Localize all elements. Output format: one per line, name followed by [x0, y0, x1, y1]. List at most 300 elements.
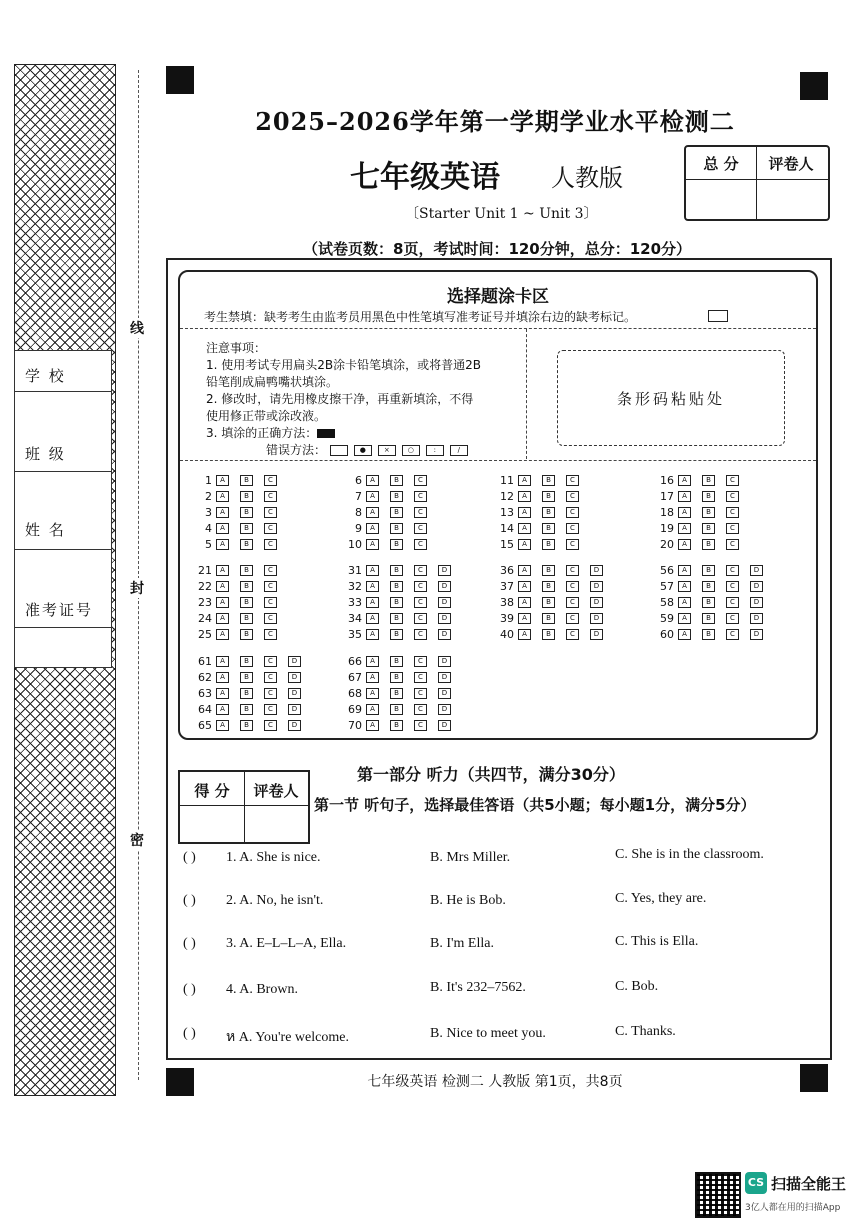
- question-row-12: [492, 490, 590, 503]
- question-number: 17: [660, 490, 674, 503]
- question-row-24: [190, 612, 288, 625]
- question-number: 13: [500, 506, 514, 519]
- bubble-1-c[interactable]: C: [264, 475, 277, 486]
- bubble-33-a[interactable]: A: [366, 597, 379, 608]
- bubble-59-d[interactable]: D: [750, 613, 763, 624]
- question-number: 24: [198, 612, 212, 625]
- bubble-38-c[interactable]: C: [566, 597, 579, 608]
- bubble-7-a[interactable]: A: [366, 491, 379, 502]
- question-row-14: [492, 522, 590, 535]
- question-row-57: [652, 580, 774, 593]
- bubble-3-c[interactable]: C: [264, 507, 277, 518]
- bubble-56-a[interactable]: A: [678, 565, 691, 576]
- bubble-59-b[interactable]: B: [702, 613, 715, 624]
- bubble-12-c[interactable]: C: [566, 491, 579, 502]
- question-row-13: [492, 506, 590, 519]
- bubble-62-d[interactable]: D: [288, 672, 301, 683]
- bubble-23-b[interactable]: B: [240, 597, 253, 608]
- question-number: 25: [198, 628, 212, 641]
- bubble-23-c[interactable]: C: [264, 597, 277, 608]
- bubble-58-b[interactable]: B: [702, 597, 715, 608]
- bubble-20-a[interactable]: A: [678, 539, 691, 550]
- bubble-17-c[interactable]: C: [726, 491, 739, 502]
- bubble-57-c[interactable]: C: [726, 581, 739, 592]
- question-number: 35: [348, 628, 362, 641]
- question-4-option-b: B. It's 232–7562.: [430, 980, 526, 995]
- bubble-37-c[interactable]: C: [566, 581, 579, 592]
- bubble-2-c[interactable]: C: [264, 491, 277, 502]
- question-row-34: [340, 612, 462, 625]
- question-row-56: [652, 564, 774, 577]
- bubble-5-b[interactable]: B: [240, 539, 253, 550]
- question-row-35: [340, 628, 462, 641]
- bubble-21-b[interactable]: B: [240, 565, 253, 576]
- question-row-9: [340, 522, 438, 535]
- bubble-40-a[interactable]: A: [518, 629, 531, 640]
- bubble-32-b[interactable]: B: [390, 581, 403, 592]
- bubble-67-a[interactable]: A: [366, 672, 379, 683]
- bubble-68-a[interactable]: A: [366, 688, 379, 699]
- bubble-70-b[interactable]: B: [390, 720, 403, 731]
- bubble-13-c[interactable]: C: [566, 507, 579, 518]
- answer-blank[interactable]: ( ): [183, 936, 196, 951]
- question-number: 18: [660, 506, 674, 519]
- question-number: 19: [660, 522, 674, 535]
- bubble-57-a[interactable]: A: [678, 581, 691, 592]
- school-label: 学 校: [25, 367, 66, 385]
- bubble-19-c[interactable]: C: [726, 523, 739, 534]
- name-label: 姓 名: [25, 521, 66, 539]
- question-number: 21: [198, 564, 212, 577]
- bubble-8-c[interactable]: C: [414, 507, 427, 518]
- question-number: 5: [205, 538, 212, 551]
- bubble-65-b[interactable]: B: [240, 720, 253, 731]
- qr-code-icon: [695, 1172, 741, 1218]
- note-line: 2. 修改时，请先用橡皮擦干净，再重新填涂，不得: [206, 392, 474, 406]
- wrong-fill-dot: ●: [354, 445, 372, 456]
- bubble-64-a[interactable]: A: [216, 704, 229, 715]
- question-row-19: [652, 522, 750, 535]
- bubble-68-d[interactable]: D: [438, 688, 451, 699]
- bubble-14-b[interactable]: B: [542, 523, 555, 534]
- bubble-59-c[interactable]: C: [726, 613, 739, 624]
- bubble-1-a[interactable]: A: [216, 475, 229, 486]
- bubble-39-d[interactable]: D: [590, 613, 603, 624]
- question-number: 1: [205, 474, 212, 487]
- bubble-40-d[interactable]: D: [590, 629, 603, 640]
- bubble-18-a[interactable]: A: [678, 507, 691, 518]
- bubble-24-c[interactable]: C: [264, 613, 277, 624]
- bubble-39-c[interactable]: C: [566, 613, 579, 624]
- question-row-32: [340, 580, 462, 593]
- bubble-14-a[interactable]: A: [518, 523, 531, 534]
- bubble-6-b[interactable]: B: [390, 475, 403, 486]
- bubble-11-c[interactable]: C: [566, 475, 579, 486]
- bubble-19-b[interactable]: B: [702, 523, 715, 534]
- exam-id-label: 准考证号: [25, 601, 94, 619]
- bubble-12-a[interactable]: A: [518, 491, 531, 502]
- bubble-36-d[interactable]: D: [590, 565, 603, 576]
- bubble-66-c[interactable]: C: [414, 656, 427, 667]
- camscanner-logo: CS: [745, 1172, 767, 1194]
- section1-title: 第一节 听句子，选择最佳答语（共5小题；每小题1分，满分5分）: [314, 796, 756, 814]
- question-row-11: [492, 474, 590, 487]
- bubble-37-d[interactable]: D: [590, 581, 603, 592]
- bubble-68-b[interactable]: B: [390, 688, 403, 699]
- exam-info: （试卷页数：8页，考试时间：120分钟，总分：120分）: [303, 240, 692, 258]
- camscanner-name: 扫描全能王: [771, 1175, 847, 1193]
- bubble-31-d[interactable]: D: [438, 565, 451, 576]
- question-row-6: [340, 474, 438, 487]
- bubble-8-a[interactable]: A: [366, 507, 379, 518]
- correct-fill-example: [317, 429, 335, 438]
- bubble-4-c[interactable]: C: [264, 523, 277, 534]
- question-row-16: [652, 474, 750, 487]
- question-row-67: [340, 671, 462, 684]
- bubble-16-a[interactable]: A: [678, 475, 691, 486]
- bubble-35-a[interactable]: A: [366, 629, 379, 640]
- question-1-option-c: C. She is in the classroom.: [615, 847, 764, 862]
- bubble-69-c[interactable]: C: [414, 704, 427, 715]
- bubble-66-a[interactable]: A: [366, 656, 379, 667]
- question-row-21: [190, 564, 288, 577]
- binding-cut-line: [138, 70, 139, 1080]
- question-number: 69: [348, 703, 362, 716]
- bubble-64-d[interactable]: D: [288, 704, 301, 715]
- bubble-65-c[interactable]: C: [264, 720, 277, 731]
- bubble-61-d[interactable]: D: [288, 656, 301, 667]
- question-row-37: [492, 580, 614, 593]
- bubble-15-a[interactable]: A: [518, 539, 531, 550]
- bubble-12-b[interactable]: B: [542, 491, 555, 502]
- question-4-option-c: C. Bob.: [615, 979, 659, 994]
- bubble-7-b[interactable]: B: [390, 491, 403, 502]
- bubble-25-b[interactable]: B: [240, 629, 253, 640]
- question-row-61: [190, 655, 312, 668]
- bubble-69-a[interactable]: A: [366, 704, 379, 715]
- question-number: 23: [198, 596, 212, 609]
- section-grade-box: [178, 770, 310, 844]
- bubble-35-c[interactable]: C: [414, 629, 427, 640]
- bubble-60-c[interactable]: C: [726, 629, 739, 640]
- bubble-6-a[interactable]: A: [366, 475, 379, 486]
- question-row-18: [652, 506, 750, 519]
- bubble-59-a[interactable]: A: [678, 613, 691, 624]
- wrong-fill-ellipse: ○: [402, 445, 420, 456]
- answer-blank[interactable]: ( ): [183, 1026, 196, 1041]
- bubble-70-d[interactable]: D: [438, 720, 451, 731]
- bubble-17-a[interactable]: A: [678, 491, 691, 502]
- question-number: 10: [348, 538, 362, 551]
- question-number: 33: [348, 596, 362, 609]
- answer-blank[interactable]: ( ): [183, 893, 196, 908]
- bubble-31-c[interactable]: C: [414, 565, 427, 576]
- bubble-3-a[interactable]: A: [216, 507, 229, 518]
- bubble-38-b[interactable]: B: [542, 597, 555, 608]
- bubble-63-c[interactable]: C: [264, 688, 277, 699]
- bubble-16-c[interactable]: C: [726, 475, 739, 486]
- bubble-69-d[interactable]: D: [438, 704, 451, 715]
- bubble-18-c[interactable]: C: [726, 507, 739, 518]
- question-row-63: [190, 687, 312, 700]
- bubble-11-a[interactable]: A: [518, 475, 531, 486]
- question-number: 68: [348, 687, 362, 700]
- question-number: 56: [660, 564, 674, 577]
- question-row-31: [340, 564, 462, 577]
- total-score-label: 总 分: [703, 155, 739, 173]
- bubble-4-a[interactable]: A: [216, 523, 229, 534]
- bubble-21-c[interactable]: C: [264, 565, 277, 576]
- bubble-34-c[interactable]: C: [414, 613, 427, 624]
- question-row-38: [492, 596, 614, 609]
- question-1-option-b: B. Mrs Miller.: [430, 850, 511, 865]
- bubble-15-c[interactable]: C: [566, 539, 579, 550]
- bubble-9-a[interactable]: A: [366, 523, 379, 534]
- question-number: 65: [198, 719, 212, 732]
- bubble-11-b[interactable]: B: [542, 475, 555, 486]
- bubble-60-a[interactable]: A: [678, 629, 691, 640]
- answer-card: [178, 270, 818, 740]
- question-number: 2: [205, 490, 212, 503]
- subject-title: 七年级英语: [350, 160, 500, 195]
- bubble-36-c[interactable]: C: [566, 565, 579, 576]
- bubble-17-b[interactable]: B: [702, 491, 715, 502]
- question-3-option-c: C. This is Ella.: [615, 934, 699, 949]
- bubble-13-a[interactable]: A: [518, 507, 531, 518]
- divider: [180, 460, 816, 461]
- bubble-13-b[interactable]: B: [542, 507, 555, 518]
- bubble-34-d[interactable]: D: [438, 613, 451, 624]
- question-number: 38: [500, 596, 514, 609]
- question-row-22: [190, 580, 288, 593]
- question-1-option-a: 1. A. She is nice.: [226, 850, 321, 865]
- bubble-61-a[interactable]: A: [216, 656, 229, 667]
- question-row-25: [190, 628, 288, 641]
- bubble-36-b[interactable]: B: [542, 565, 555, 576]
- bubble-25-c[interactable]: C: [264, 629, 277, 640]
- divider: [180, 328, 816, 329]
- bubble-62-a[interactable]: A: [216, 672, 229, 683]
- absent-mark-box[interactable]: [708, 310, 728, 322]
- question-number: 58: [660, 596, 674, 609]
- bubble-39-a[interactable]: A: [518, 613, 531, 624]
- bubble-34-b[interactable]: B: [390, 613, 403, 624]
- question-number: 31: [348, 564, 362, 577]
- question-3-option-a: 3. A. E–L–L–A, Ella.: [226, 936, 347, 951]
- bubble-25-a[interactable]: A: [216, 629, 229, 640]
- grader-label: 评卷人: [253, 782, 299, 800]
- question-number: 34: [348, 612, 362, 625]
- question-row-1: [190, 474, 288, 487]
- question-row-36: [492, 564, 614, 577]
- bubble-21-a[interactable]: A: [216, 565, 229, 576]
- bubble-18-b[interactable]: B: [702, 507, 715, 518]
- bubble-10-b[interactable]: B: [390, 539, 403, 550]
- student-info-box: [14, 350, 112, 668]
- bubble-3-b[interactable]: B: [240, 507, 253, 518]
- bubble-35-b[interactable]: B: [390, 629, 403, 640]
- question-row-62: [190, 671, 312, 684]
- absent-notice: 考生禁填：缺考考生由监考员用黑色中性笔填写准考证号并填涂右边的缺考标记。: [204, 310, 637, 324]
- question-row-64: [190, 703, 312, 716]
- bubble-70-c[interactable]: C: [414, 720, 427, 731]
- wrong-fill-slash: /: [450, 445, 468, 456]
- notes-block: [206, 340, 506, 459]
- bubble-67-d[interactable]: D: [438, 672, 451, 683]
- bubble-70-a[interactable]: A: [366, 720, 379, 731]
- wrong-method-line: 错误方法： ● × ○ : /: [206, 442, 506, 459]
- class-line: [15, 471, 111, 472]
- question-number: 66: [348, 655, 362, 668]
- question-row-4: [190, 522, 288, 535]
- wrong-fill-empty: [330, 445, 348, 456]
- question-row-15: [492, 538, 590, 551]
- bubble-32-d[interactable]: D: [438, 581, 451, 592]
- bubble-61-b[interactable]: B: [240, 656, 253, 667]
- name-line: [15, 549, 111, 550]
- bubble-2-a[interactable]: A: [216, 491, 229, 502]
- bubble-68-c[interactable]: C: [414, 688, 427, 699]
- bubble-1-b[interactable]: B: [240, 475, 253, 486]
- bubble-66-d[interactable]: D: [438, 656, 451, 667]
- part1-title: 第一部分 听力（共四节，满分30分）: [357, 765, 625, 784]
- bubble-38-a[interactable]: A: [518, 597, 531, 608]
- bubble-33-b[interactable]: B: [390, 597, 403, 608]
- bubble-35-d[interactable]: D: [438, 629, 451, 640]
- bubble-39-b[interactable]: B: [542, 613, 555, 624]
- bubble-57-d[interactable]: D: [750, 581, 763, 592]
- bubble-69-b[interactable]: B: [390, 704, 403, 715]
- bubble-63-b[interactable]: B: [240, 688, 253, 699]
- bubble-19-a[interactable]: A: [678, 523, 691, 534]
- bubble-5-c[interactable]: C: [264, 539, 277, 550]
- bubble-9-c[interactable]: C: [414, 523, 427, 534]
- question-row-68: [340, 687, 462, 700]
- bubble-23-a[interactable]: A: [216, 597, 229, 608]
- question-row-33: [340, 596, 462, 609]
- notes-title: 注意事项：: [206, 341, 267, 355]
- question-row-7: [340, 490, 438, 503]
- question-row-40: [492, 628, 614, 641]
- bubble-15-b[interactable]: B: [542, 539, 555, 550]
- bubble-2-b[interactable]: B: [240, 491, 253, 502]
- bubble-20-b[interactable]: B: [702, 539, 715, 550]
- bubble-7-c[interactable]: C: [414, 491, 427, 502]
- bubble-63-a[interactable]: A: [216, 688, 229, 699]
- bubble-14-c[interactable]: C: [566, 523, 579, 534]
- bubble-57-b[interactable]: B: [702, 581, 715, 592]
- bubble-4-b[interactable]: B: [240, 523, 253, 534]
- question-2-option-a: 2. A. No, he isn't.: [226, 893, 324, 908]
- bubble-22-c[interactable]: C: [264, 581, 277, 592]
- question-3-option-b: B. I'm Ella.: [430, 936, 494, 951]
- question-number: 57: [660, 580, 674, 593]
- question-number: 11: [500, 474, 514, 487]
- bubble-34-a[interactable]: A: [366, 613, 379, 624]
- bubble-22-b[interactable]: B: [240, 581, 253, 592]
- question-number: 15: [500, 538, 514, 551]
- bubble-66-b[interactable]: B: [390, 656, 403, 667]
- bubble-20-c[interactable]: C: [726, 539, 739, 550]
- bubble-32-a[interactable]: A: [366, 581, 379, 592]
- bubble-56-d[interactable]: D: [750, 565, 763, 576]
- question-row-20: [652, 538, 750, 551]
- question-row-2: [190, 490, 288, 503]
- bubble-63-d[interactable]: D: [288, 688, 301, 699]
- question-row-65: [190, 719, 312, 732]
- bubble-65-d[interactable]: D: [288, 720, 301, 731]
- bubble-37-a[interactable]: A: [518, 581, 531, 592]
- page-footer: 七年级英语 检测二 人教版 第1页，共8页: [367, 1074, 623, 1090]
- bubble-8-b[interactable]: B: [390, 507, 403, 518]
- bubble-22-a[interactable]: A: [216, 581, 229, 592]
- bubble-40-c[interactable]: C: [566, 629, 579, 640]
- bubble-24-b[interactable]: B: [240, 613, 253, 624]
- bubble-36-a[interactable]: A: [518, 565, 531, 576]
- answer-blank[interactable]: ( ): [183, 982, 196, 997]
- bubble-62-b[interactable]: B: [240, 672, 253, 683]
- bubble-24-a[interactable]: A: [216, 613, 229, 624]
- question-number: 59: [660, 612, 674, 625]
- bubble-10-a[interactable]: A: [366, 539, 379, 550]
- unit-range: 〔Starter Unit 1 ~ Unit 3〕: [405, 206, 598, 222]
- bubble-64-b[interactable]: B: [240, 704, 253, 715]
- bubble-60-d[interactable]: D: [750, 629, 763, 640]
- bubble-65-a[interactable]: A: [216, 720, 229, 731]
- bubble-67-b[interactable]: B: [390, 672, 403, 683]
- registration-mark: [800, 72, 828, 100]
- bubble-56-b[interactable]: B: [702, 565, 715, 576]
- question-number: 62: [198, 671, 212, 684]
- bubble-56-c[interactable]: C: [726, 565, 739, 576]
- score-label: 得 分: [194, 782, 230, 800]
- note-line: 使用修正带或涂改液。: [206, 409, 327, 423]
- cut-mark-seal: 封: [130, 578, 144, 598]
- question-row-5: [190, 538, 288, 551]
- bubble-38-d[interactable]: D: [590, 597, 603, 608]
- bubble-67-c[interactable]: C: [414, 672, 427, 683]
- bubble-10-c[interactable]: C: [414, 539, 427, 550]
- bubble-62-c[interactable]: C: [264, 672, 277, 683]
- bubble-5-a[interactable]: A: [216, 539, 229, 550]
- question-number: 22: [198, 580, 212, 593]
- bubble-58-d[interactable]: D: [750, 597, 763, 608]
- question-row-23: [190, 596, 288, 609]
- bubble-6-c[interactable]: C: [414, 475, 427, 486]
- bubble-64-c[interactable]: C: [264, 704, 277, 715]
- question-row-69: [340, 703, 462, 716]
- bubble-33-c[interactable]: C: [414, 597, 427, 608]
- bubble-33-d[interactable]: D: [438, 597, 451, 608]
- note-line: 铅笔削成扁鸭嘴状填涂。: [206, 375, 339, 389]
- question-number: 20: [660, 538, 674, 551]
- bubble-60-b[interactable]: B: [702, 629, 715, 640]
- bubble-31-a[interactable]: A: [366, 565, 379, 576]
- bubble-32-c[interactable]: C: [414, 581, 427, 592]
- question-number: 16: [660, 474, 674, 487]
- bubble-58-a[interactable]: A: [678, 597, 691, 608]
- bubble-61-c[interactable]: C: [264, 656, 277, 667]
- question-number: 32: [348, 580, 362, 593]
- bubble-9-b[interactable]: B: [390, 523, 403, 534]
- answer-blank[interactable]: ( ): [183, 850, 196, 865]
- bubble-16-b[interactable]: B: [702, 475, 715, 486]
- bubble-31-b[interactable]: B: [390, 565, 403, 576]
- question-row-59: [652, 612, 774, 625]
- bubble-58-c[interactable]: C: [726, 597, 739, 608]
- bubble-40-b[interactable]: B: [542, 629, 555, 640]
- bubble-37-b[interactable]: B: [542, 581, 555, 592]
